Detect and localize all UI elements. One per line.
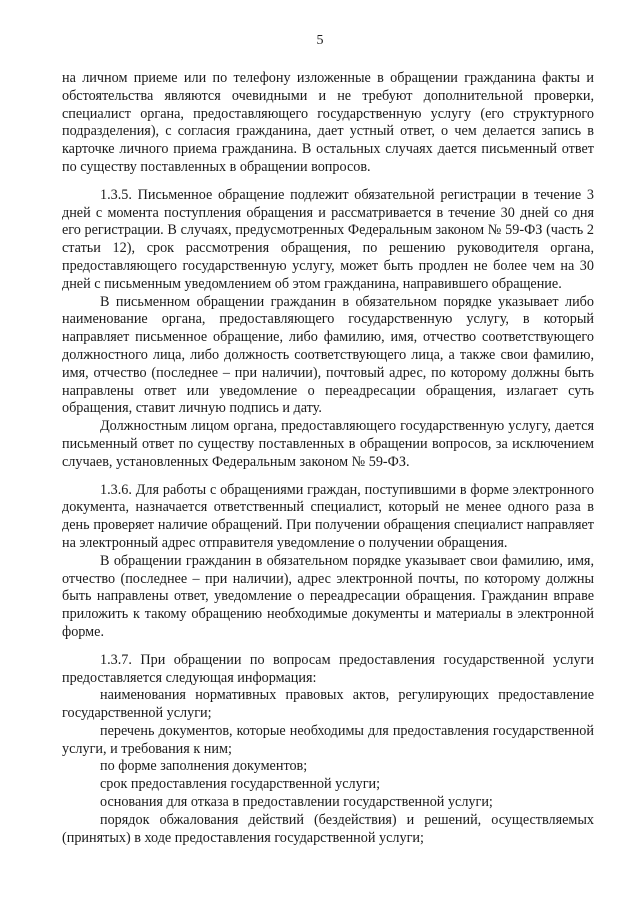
paragraph: 1.3.6. Для работы с обращениями граждан, поступившими в форме электронного документа, назначается ответственный специалист, который не менее одного раза в день проверяет наличие обращений. При получении обращения специалист направляет на электронный адрес отправителя уведомление о получении обращения. [62,481,594,551]
paragraph: 1.3.7. При обращении по вопросам предоставления государственной услуги предоставляется следующая информация: [62,651,594,686]
list-item: перечень документов, которые необходимы для предоставления государственной услуги, и требования к ним; [62,722,594,757]
page-number: 5 [316,33,324,48]
list-item: по форме заполнения документов; [100,758,308,775]
paragraph: Должностным лицом органа, предоставляющего государственную услугу, дается письменный ответ по существу поставленных в обращении вопросов, за исключением случаев, установленных Федеральным законом № 59-ФЗ. [62,418,594,470]
list-item: основания для отказа в предоставлении государственной услуги; [100,794,493,811]
document-body [62,70,594,847]
paragraph: на личном приеме или по телефону изложенные в обращении гражданина факты и обстоятельства являются очевидными и не требуют дополнительной проверки, специалист органа, предоставляющего государственную услугу (его структурного подразделения), с согласия гражданина, дает устный ответ, о чем делается запись в карточке личного приема гражданина. В остальных случаях дается письменный ответ по существу поставленных в обращении вопросов. [62,70,594,175]
list-item: наименования нормативных правовых актов, регулирующих предоставление государственной услуги; [62,687,594,722]
paragraph: 1.3.5. Письменное обращение подлежит обязательной регистрации в течение 3 дней с момента поступления обращения и рассматривается в течение 30 дней со дня его регистрации. В случаях, предусмотренных Федеральным законом № 59-ФЗ (часть 2 статьи 12), срок рассмотрения обращения, по решению руководителя органа, предоставляющего государственную услугу, может быть продлен не более чем на 30 дней с письменным уведомлением об этом гражданина, направившего обращение. [62,186,594,292]
list-item: порядок обжалования действий (бездействия) и решений, осуществляемых (принятых) в ходе предоставления государственной услуги; [62,811,594,846]
list-item: срок предоставления государственной услуги; [100,776,381,793]
paragraph: В письменном обращении гражданин в обязательном порядке указывает либо наименование органа, предоставляющего государственную услугу, в который направляет письменное обращение, либо фамилию, имя, отчество соответствующего должностного лица, либо должность соответствующего лица, а также свои фамилию, имя, отчество (последнее – при наличии), почтовый адрес, по которому должны быть направлены ответ или уведомление о переадресации обращения, излагает суть обращения, ставит личную подпись и дату. [62,293,594,417]
paragraph: В обращении гражданин в обязательном порядке указывает свои фамилию, имя, отчество (последнее – при наличии), адрес электронной почты, по которому должны быть направлены ответ, уведомление о переадресации обращения. Гражданин вправе приложить к такому обращению необходимые документы и материалы в электронной форме. [62,552,594,640]
